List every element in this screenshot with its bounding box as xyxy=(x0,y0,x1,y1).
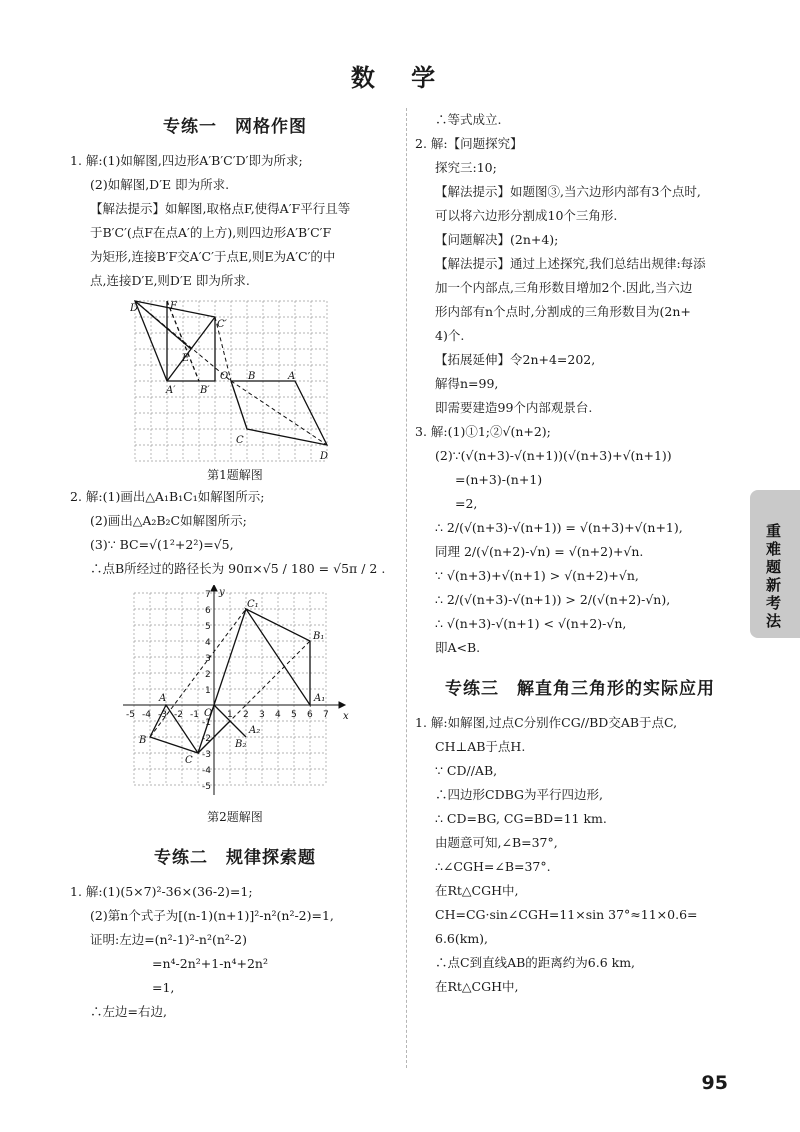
y-tick-label: 1 xyxy=(205,686,211,696)
text-line: (2)∵(√(n+3)-√(n+1))(√(n+3)+√(n+1)) xyxy=(435,448,672,463)
text-line: 1. 解:(1)(5×7)²-36×(36-2)=1; xyxy=(70,884,253,899)
x-tick-label: 3 xyxy=(259,710,265,720)
y-tick-label: -5 xyxy=(202,782,211,792)
page-title: 数 学 xyxy=(350,63,450,92)
text-line: ∴ CD=BG, CG=BD=11 km. xyxy=(435,811,607,826)
x-tick-label: -5 xyxy=(126,710,135,720)
y-tick-label: 2 xyxy=(205,670,211,680)
text-line: 1. 解:(1)如解图,四边形A′B′C′D′即为所求; xyxy=(70,153,303,168)
text-line: ∴点C到直线AB的距离约为6.6 km, xyxy=(435,955,636,970)
x-tick-label: -2 xyxy=(174,710,183,720)
text-line: 点,连接D′E,则D′E 即为所求. xyxy=(90,273,250,288)
text-line: 【拓展延伸】令2n+4=202, xyxy=(435,352,596,367)
text-line: 探究三:10; xyxy=(435,160,497,175)
figure-1-caption: 第1题解图 xyxy=(207,468,263,482)
text-line: ∴∠CGH=∠B=37°. xyxy=(435,859,551,874)
text-line: ∴ 2/(√(n+3)-√(n+1)) = √(n+3)+√(n+1), xyxy=(435,520,683,535)
x-tick-label: -1 xyxy=(190,710,199,720)
figure-label: F xyxy=(170,301,177,312)
text-line: 同理 2/(√(n+2)-√n) = √(n+2)+√n. xyxy=(435,544,644,559)
text-line: 在Rt△CGH中, xyxy=(435,883,519,898)
text-line: 解得n=99, xyxy=(435,376,499,391)
y-tick-label: -4 xyxy=(202,766,211,776)
page-number: 95 xyxy=(701,1072,728,1094)
figure-label: D xyxy=(320,451,329,462)
figure-label: B xyxy=(248,371,256,382)
text-line: CH=CG·sin∠CGH=11×sin 37°≈11×0.6= xyxy=(435,907,698,922)
text-line: ∴点B所经过的路径长为 90π×√5 / 180 = √5π / 2 . xyxy=(90,561,386,576)
text-line: 即需要建造99个内部观景台. xyxy=(435,400,593,415)
figure-label: E xyxy=(182,353,190,364)
text-line: 【解法提示】通过上述探究,我们总结出规律:每添 xyxy=(435,256,706,271)
section-title-right-triangle: 专练三 解直角三角形的实际应用 xyxy=(445,679,715,699)
side-tab-label: 重难题新考法 xyxy=(766,522,782,630)
x-tick-label: 6 xyxy=(307,710,313,720)
figure-label: C xyxy=(236,435,244,446)
text-line: =1, xyxy=(152,980,175,995)
text-line: (3)∵ BC=√(1²+2²)=√5, xyxy=(90,537,234,552)
figure-label: A xyxy=(288,371,296,382)
x-tick-label: 7 xyxy=(323,710,329,720)
text-line: ∴ √(n+3)-√(n+1) < √(n+2)-√n, xyxy=(435,616,627,631)
figure-label: A xyxy=(159,693,167,704)
figure-label: C₁ xyxy=(247,599,259,610)
x-tick-label: 5 xyxy=(291,710,297,720)
column-divider xyxy=(406,108,407,1068)
y-tick-label: -3 xyxy=(202,750,211,760)
text-line: CH⊥AB于点H. xyxy=(435,739,526,754)
figure-label: B xyxy=(139,735,147,746)
x-tick-label: 4 xyxy=(275,710,281,720)
text-line: 为矩形,连接B′F交A′C′于点E,则E为A′C′的中 xyxy=(90,249,336,264)
figure-label: C′ xyxy=(217,319,227,330)
x-tick-label: 2 xyxy=(243,710,249,720)
text-line: 加一个内部点,三角形数目增加2个.因此,当六边 xyxy=(435,280,693,295)
text-line: ∴左边=右边, xyxy=(90,1004,167,1019)
y-tick-label: 7 xyxy=(205,590,211,600)
text-line: =(n+3)-(n+1) xyxy=(455,472,543,487)
figure-label: B₁ xyxy=(313,631,325,642)
figure-label: A₁ xyxy=(314,693,326,704)
y-tick-label: -2 xyxy=(202,734,211,744)
text-line: 3. 解:(1)①1;②√(n+2); xyxy=(415,424,551,439)
text-line: (2)如解图,D′E 即为所求. xyxy=(90,177,230,192)
figure-label: C xyxy=(185,755,193,766)
text-line: (2)画出△A₂B₂C如解图所示; xyxy=(90,513,247,528)
text-line: 【解法提示】如题图③,当六边形内部有3个点时, xyxy=(435,184,701,199)
text-line: 4)个. xyxy=(435,328,465,343)
section-title-pattern-exploration: 专练二 规律探索题 xyxy=(154,848,316,868)
figure-label: O xyxy=(220,371,229,382)
figure-1-grid xyxy=(130,297,340,465)
text-line: ∴四边形CDBG为平行四边形, xyxy=(435,787,603,802)
text-line: 即A<B. xyxy=(435,640,481,655)
axis-label-x: x xyxy=(343,711,349,722)
y-tick-label: 4 xyxy=(205,638,211,648)
y-tick-label: 3 xyxy=(205,654,211,664)
figure-label: B′ xyxy=(200,385,210,396)
y-tick-label: 6 xyxy=(205,606,211,616)
x-tick-label: -4 xyxy=(142,710,151,720)
figure-label: A′ xyxy=(166,385,176,396)
text-line: 在Rt△CGH中, xyxy=(435,979,519,994)
figure-label: D′ xyxy=(130,303,141,314)
right-column xyxy=(415,108,745,999)
x-tick-label: -3 xyxy=(158,710,167,720)
left-column xyxy=(70,108,400,1024)
text-line: ∴等式成立. xyxy=(435,112,502,127)
figure-2-coordinate-grid xyxy=(115,585,355,807)
text-line: =n⁴-2n²+1-n⁴+2n² xyxy=(152,956,268,971)
text-line: 形内部有n个点时,分割成的三角形数目为(2n+ xyxy=(435,304,691,319)
text-line: 6.6(km), xyxy=(435,931,489,946)
text-line: 【解法提示】如解图,取格点F,使得A′F平行且等 xyxy=(90,201,351,216)
text-line: ∴ 2/(√(n+3)-√(n+1)) > 2/(√(n+2)-√n), xyxy=(435,592,671,607)
text-line: 证明:左边=(n²-1)²-n²(n²-2) xyxy=(90,932,247,947)
text-line: 2. 解:(1)画出△A₁B₁C₁如解图所示; xyxy=(70,489,265,504)
text-line: 1. 解:如解图,过点C分别作CG//BD交AB于点C, xyxy=(415,715,678,730)
figure-label: O xyxy=(204,708,213,719)
text-line: (2)第n个式子为[(n-1)(n+1)]²-n²(n²-2)=1, xyxy=(90,908,334,923)
side-tab xyxy=(750,490,800,638)
axis-label-y: y xyxy=(219,587,225,598)
text-line: =2, xyxy=(455,496,478,511)
text-line: 2. 解:【问题探究】 xyxy=(415,136,523,151)
text-line: 【问题解决】(2n+4); xyxy=(435,232,559,247)
y-tick-label: -1 xyxy=(202,718,211,728)
text-line: ∵ CD//AB, xyxy=(435,763,498,778)
x-tick-label: 1 xyxy=(227,710,233,720)
text-line: 于B′C′(点F在点A′的上方),则四边形A′B′C′F xyxy=(90,225,332,240)
figure-2-caption: 第2题解图 xyxy=(207,810,263,824)
text-line: 由题意可知,∠B=37°, xyxy=(435,835,558,850)
text-line: ∵ √(n+3)+√(n+1) > √(n+2)+√n, xyxy=(435,568,639,583)
y-tick-label: 5 xyxy=(205,622,211,632)
figure-label: B₂ xyxy=(235,739,247,750)
section-title-grid-drawing: 专练一 网格作图 xyxy=(163,117,307,137)
text-line: 可以将六边形分割成10个三角形. xyxy=(435,208,618,223)
figure-label: A₂ xyxy=(249,725,261,736)
